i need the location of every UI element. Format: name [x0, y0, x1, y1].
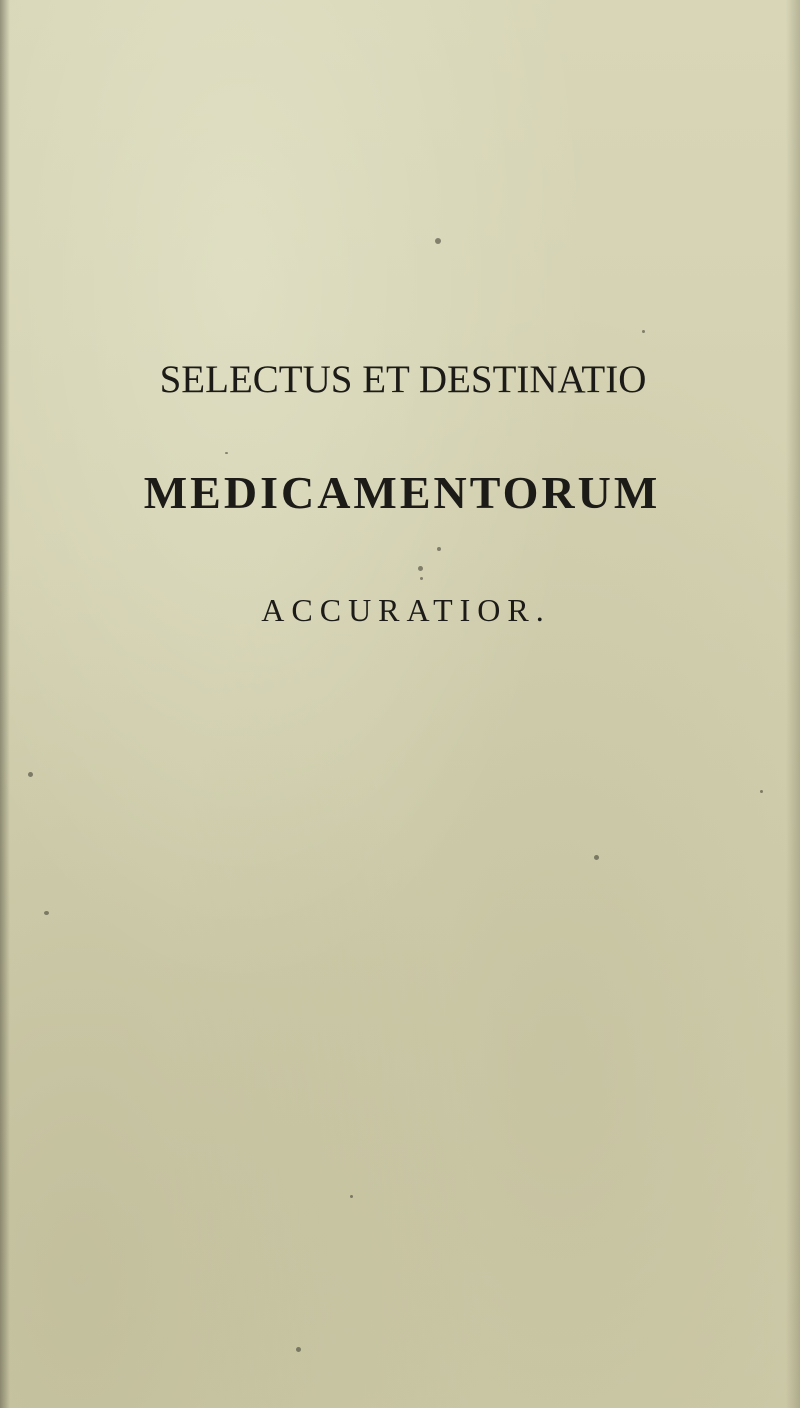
paper-speck: [296, 1347, 301, 1352]
paper-speck: [437, 547, 441, 551]
paper-speck: [44, 911, 49, 915]
paper-speck: [225, 452, 228, 454]
paper-speck: [420, 577, 423, 580]
title-line-selectus: SELECTUS ET DESTINATIO: [159, 358, 647, 401]
page-left-edge-shadow: [0, 0, 10, 1408]
paper-speck: [28, 772, 33, 777]
page-right-edge-shadow: [786, 0, 800, 1408]
paper-speck: [435, 238, 441, 244]
paper-speck: [350, 1195, 353, 1198]
title-line-medicamentorum: MEDICAMENTORUM: [143, 467, 661, 518]
paper-speck: [418, 566, 423, 571]
paper-speck: [760, 790, 763, 793]
paper-speck: [594, 855, 599, 860]
title-line-accuratior: ACCURATIOR.: [261, 592, 551, 628]
paper-speck: [642, 330, 645, 333]
